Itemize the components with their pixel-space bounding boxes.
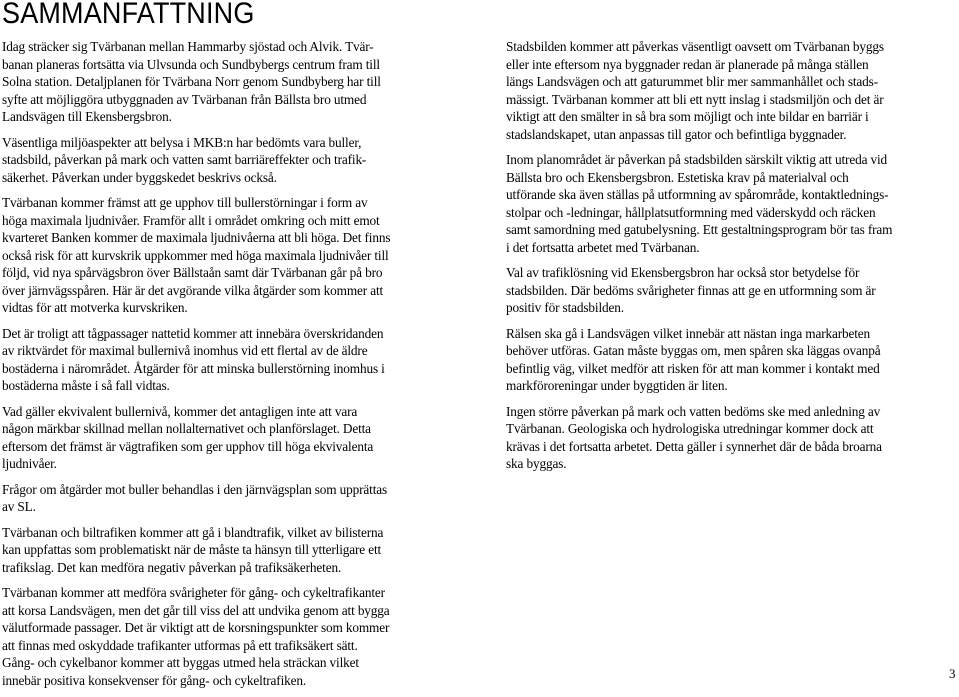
paragraph: Ingen större påverkan på mark och vatten bedöms ske med anledning av Tvärbanan. Geologiska och hydrologiska utredningar kommer dock att krävas i det fortsatta arbetet. Detta gäller i synnerhet där de båda broarna ska byggas. [506,403,882,471]
paragraph: Tvärbanan och biltrafiken kommer att gå i blandtrafik, vilket av bilisterna kan uppfattas som problematiskt när de måste ta hänsyn till ytterligare ett trafikslag. Det kan medföra negativ påverkan på trafiksäkerheten. [2,524,384,575]
paragraph: Val av trafiklösning vid Ekensbergsbron har också stor betydelse för stadsbilden. Där bedöms svårigheter finnas att ge en utformning som är positiv för stadsbilden. [506,265,876,315]
page-number: 3 [949,666,956,681]
page-title: SAMMANFATTNING [2,0,255,30]
paragraph: Inom planområdet är påverkan på stadsbilden särskilt viktig att utreda vid Bällsta bro och Ekensbergsbron. Estetiska krav på materialval och utförande ska även ställas på utformning av spårområde, kontaktlednings- stolpar och -ledningar, hållplatsutformning med väderskydd och räcken samt samordning med gatubelysning. Ett gestaltningsprogram bör tas fram i det fortsatta arbetet med Tvärbanan. [506,152,893,255]
paragraph: Idag sträcker sig Tvärbanan mellan Hammarby sjöstad och Alvik. Tvär- banan planeras fortsätta via Ulvsunda och Sundbybergs centrum fram till Solna station. Detaljplanen för Tvärbana Norr genom Sundbyberg har till syfte att möjliggöra utbyggnaden av Tvärbanan från Bällsta bro utmed Landsvägen till Ekensbergsbron. [2,39,381,124]
left-column [2,38,462,697]
paragraph: Tvärbanan kommer att medföra svårigheter för gång- och cykeltrafikanter att korsa Landsvägen, men det går till viss del att undvika genom att bygga välutformade passager. Det är viktigt att de korsningspunkter som kommer att finnas med oskyddade trafikanter utformas på ett trafiksäkert sätt. Gång- och cykelbanor kommer att byggas utmed hela sträckan vilket innebär positiva konsekvenser för gång- och cykeltrafiken. [2,585,390,688]
paragraph: Tvärbanan kommer främst att ge upphov till bullerstörningar i form av höga maximala ljudnivåer. Framför allt i området omkring och mitt emot kvarteret Banken kommer de maximala ljudnivåerna att bli höga. Det finns också risk för att kurvskrik uppkommer med höga maximala ljudnivåer till följd, vid nya spårvägsbron över Bällstaån samt där Tvärbanan går på bro över järnvägsspåren. Här är det avgörande vilka åtgärder som kommer att vidtas för att motverka kurvskriken. [2,195,391,315]
paragraph: Rälsen ska gå i Landsvägen vilket innebär att nästan inga markarbeten behöver utföras. Gatan måste byggas om, men spåren ska läggas ovanpå befintlig väg, vilket medför att risken för att man kommer i kontakt med markföroreningar under byggtiden är liten. [506,325,881,393]
paragraph: Vad gäller ekvivalent bullernivå, kommer det antagligen inte att vara någon märkbar skillnad mellan nollalternativet och planförslaget. Detta eftersom det främst är vägtrafiken som ger upphov till höga ekvivalenta ljudnivåer. [2,403,374,471]
right-column [506,38,958,481]
paragraph: Väsentliga miljöaspekter att belysa i MKB:n har bedömts vara buller, stadsbild, påverkan på mark och vatten samt barriäreffekter och trafik- säkerhet. Påverkan under byggskedet beskrivs också. [2,134,367,185]
paragraph: Frågor om åtgärder mot buller behandlas i den järnvägsplan som upprättas av SL. [2,481,388,514]
paragraph: Det är troligt att tågpassager nattetid kommer att innebära överskridanden av riktvärdet för maximal bullernivå inomhus vid ett flertal av de äldre bostäderna i närområdet. Åtgärder för att minska bullerstörning inomhus i bostäderna måste i så fall vidtas. [2,325,385,393]
paragraph: Stadsbilden kommer att påverkas väsentligt oavsett om Tvärbanan byggs eller inte eftersom nya byggnader redan är planerade på många ställen längs Landsvägen och att gaturummet blir mer sammanhållet och stads- mässigt. Tvärbanan kommer att bli ett nytt inslag i stadsmiljön och det är viktigt att den smälter in så bra som möjligt och inte bildar en barriär i stadslandskapet, utan anpassas till gator och befintliga byggnader. [506,39,884,142]
